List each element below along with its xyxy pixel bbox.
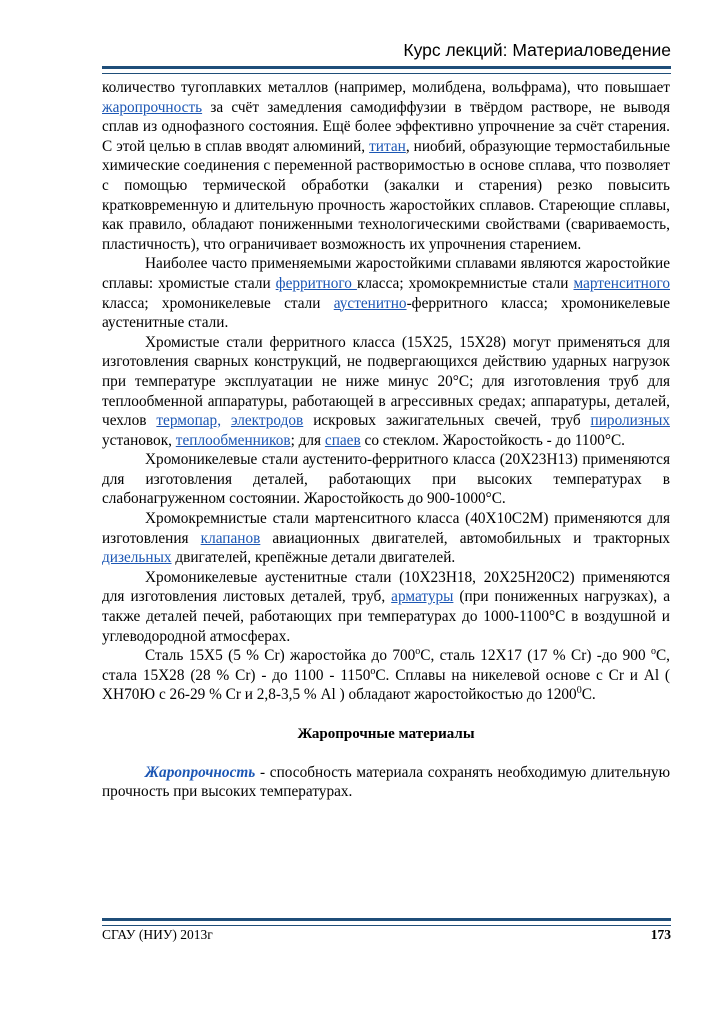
paragraph: Хромоникелевые стали аустенито-ферритного класса (20Х23Н13) применяются для изготовления деталей, работающих при высоких температурах в слабонагруженном состоянии. Жаростойкость до 900-1000°С.: [102, 451, 670, 508]
link-austenitno[interactable]: аустенитно: [333, 294, 407, 312]
link-dizelnyh[interactable]: дизельных: [102, 549, 172, 567]
header-rule: [102, 66, 671, 74]
paragraph: Хромокремнистые стали мартенситного класса (40Х10С2М) применяются для изготовления клапанов авиационных двигателей, автомобильных и тракторных дизельных двигателей, крепёжные детали двигателей.: [102, 510, 670, 567]
footer-source: СГАУ (НИУ) 2013г: [102, 927, 213, 942]
paragraph: количество тугоплавких металлов (например, молибдена, вольфрама), что повышает жаропрочность за счёт замедления самодиффузии в твёрдом растворе, не выводя сплав из однофазного состояния. Ещё более эффективно упрочнение за счёт старения. С этой целью в сплав вводят алюминий, титан, ниобий, образующие термостабильные химические соединения с переменной растворимостью в основе сплава, что позволяет с помощью термической обработки (закалки и старения) резко повысить кратковременную и длительную прочность жаростойких сплавов. Стареющие сплавы, как правило, обладают пониженными технологическими свойствами (свариваемость, пластичность), что ограничивает возможность их упрочнения старением.: [102, 79, 670, 253]
link-teploobmennikov[interactable]: теплообменников: [175, 431, 291, 449]
link-spaev[interactable]: спаев: [324, 431, 361, 449]
link-zharoprochnost[interactable]: жаропрочность: [102, 98, 203, 116]
paragraph: Сталь 15Х5 (5 % Cr) жаростойка до $700^оС$, сталь 12Х17 (17 % Cr) -до 900 $^о$С, стала 15Х28 (28 % Cr) - до $1100 - 1150^оС$. Сплавы на никелевой основе с Cr и Al ( ХН70Ю с 26-29 % Cr и 2,8-3,5 % Al ) обладают жаростойкостью до 1200$^0$С.: [102, 646, 671, 704]
page-body: [102, 78, 670, 802]
link-armatury[interactable]: арматуры: [391, 588, 454, 606]
link-titan[interactable]: титан: [369, 137, 406, 155]
link-elektrodov[interactable]: электродов: [230, 412, 304, 430]
link-piroliznyh[interactable]: пиролизных: [590, 412, 670, 430]
page-footer: [102, 927, 671, 943]
paragraph: Жаропрочность - способность материала сохранять необходимую длительную прочность при высоких температурах.: [102, 763, 670, 801]
link-klapanov[interactable]: клапанов: [200, 529, 261, 547]
page-number: 173: [650, 927, 671, 942]
footer-rule: [102, 918, 671, 926]
link-termopar[interactable]: термопар,: [156, 412, 222, 430]
paragraph: Наиболее часто применяемыми жаростойкими сплавами являются жаростойкие сплавы: хромистые стали ферритного класса; хромокремнистые стали мартенситного класса; хромоникелевые стали аустенитно-ферритного класса; хромоникелевые аустенитные стали.: [102, 255, 671, 332]
paragraph: Хромистые стали ферритного класса (15Х25, 15Х28) могут применяться для изготовления сварных конструкций, не подвергающихся действию ударных нагрузок при температуре эксплуатации не ниже минус 20°С; для изготовления труб для теплообменной аппаратуры, работающей в агрессивных средах; аппаратуры, деталей, чехлов термопар, электродов искровых зажигательных свечей, труб пиролизных установок, теплообменников; для спаев со стеклом. Жаростойкость - до 1100°С.: [102, 333, 670, 449]
section-heading: Жаропрочные материалы: [297, 726, 475, 742]
defined-term: Жаропрочность: [145, 763, 256, 781]
link-martensitnogo[interactable]: мартенситного: [573, 274, 671, 292]
page-header: Курс лекций: Материаловедение: [403, 40, 671, 60]
link-ferritnogo[interactable]: ферритного: [275, 274, 357, 292]
paragraph: Хромоникелевые аустенитные стали (10Х23Н18, 20Х25Н20С2) применяются для изготовления листовых деталей, труб, арматуры (при пониженных нагрузках), а также деталей печей, работающих при температурах до 1000-1100°С в воздушной и углеводородной атмосферах.: [102, 568, 670, 645]
